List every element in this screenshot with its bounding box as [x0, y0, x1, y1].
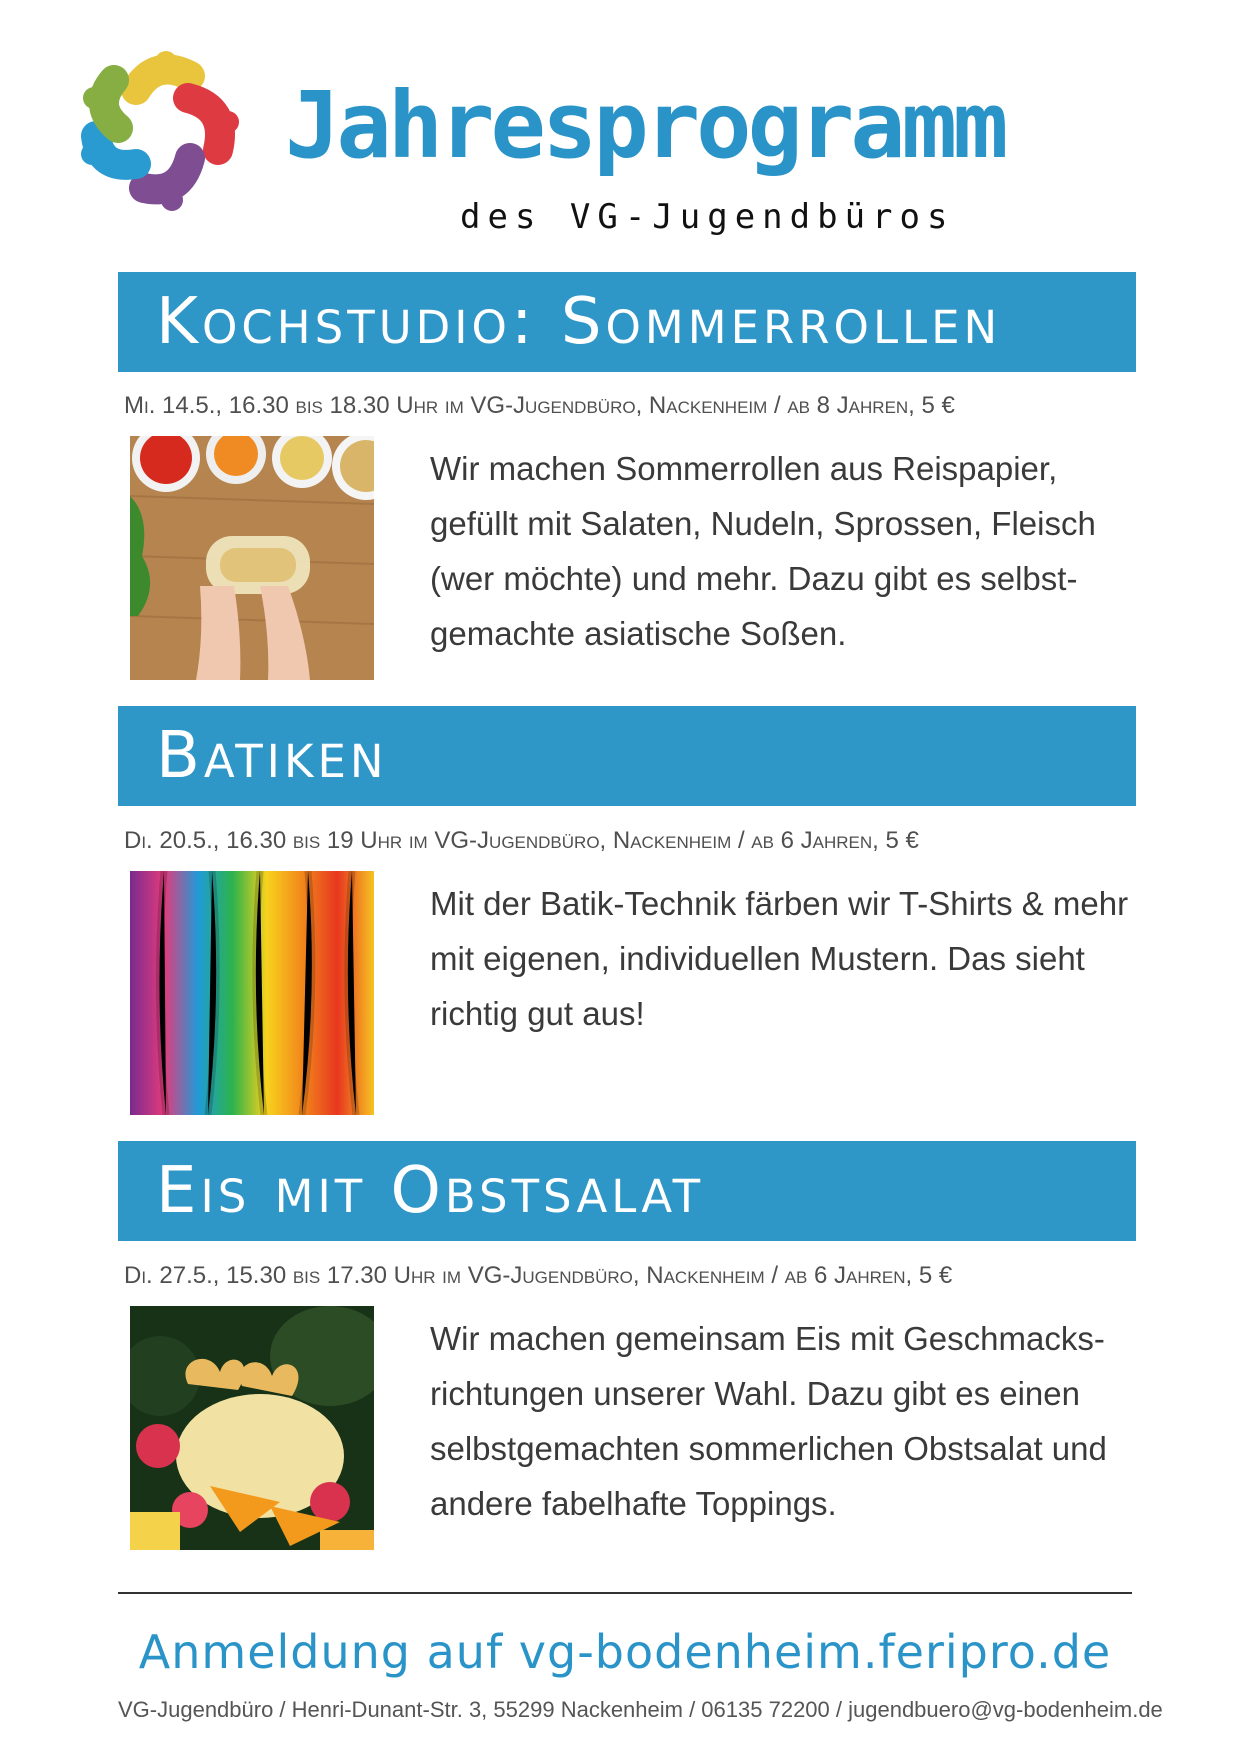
logo	[78, 50, 248, 212]
logo-green-arm	[104, 80, 118, 128]
footer-divider	[118, 1592, 1132, 1594]
event-image-ice-cream	[130, 1306, 374, 1550]
event-meta: Mi. 14.5., 16.30 bis 18.30 Uhr im VG-Jugendbüro, Nackenheim / ab 8 Jahren, 5 €	[124, 392, 955, 419]
event-image-summer-rolls	[130, 436, 374, 680]
signup-link[interactable]: Anmeldung auf vg-bodenheim.feripro.de	[138, 1625, 1112, 1679]
page-subtitle: des VG-Jugendbüros	[460, 197, 955, 237]
event-title: Eis mit Obstsalat	[156, 1154, 705, 1228]
event-description: Wir machen gemeinsam Eis mit Geschmacks-richtungen unserer Wahl. Dazu gibt es einen selbstgemachten sommerlichen Obstsalat und andere fabelhafte Toppings.	[430, 1320, 1107, 1522]
event-meta: Di. 27.5., 15.30 bis 17.30 Uhr im VG-Jugendbüro, Nackenheim / ab 6 Jahren, 5 €	[124, 1262, 953, 1289]
event-description: Mit der Batik-Technik färben wir T-Shirts & mehr mit eigenen, individuellen Mustern. Das sieht richtig gut aus!	[430, 885, 1129, 1032]
contact-line: VG-Jugendbüro / Henri-Dunant-Str. 3, 55299 Nackenheim / 06135 72200 / jugendbuero@vg-bodenheim.de	[118, 1697, 1163, 1722]
event-banner	[118, 272, 1136, 372]
event-banner	[118, 1141, 1136, 1241]
event-title: Kochstudio: Sommerrollen	[156, 285, 1002, 359]
page-title: Jahresprogramm	[285, 72, 1005, 179]
event-meta: Di. 20.5., 16.30 bis 19 Uhr im VG-Jugendbüro, Nackenheim / ab 6 Jahren, 5 €	[124, 827, 919, 854]
event-image-tie-dye	[130, 871, 374, 1115]
event-banner	[118, 706, 1136, 806]
event-description: Wir machen Sommerrollen aus Reispapier, gefüllt mit Salaten, Nudeln, Sprossen, Fleisch (wer möchte) und mehr. Dazu gibt es selbst-gemachte asiatische Soßen.	[430, 450, 1096, 652]
event-title: Batiken	[156, 719, 388, 793]
logo-red-arm	[188, 98, 220, 150]
